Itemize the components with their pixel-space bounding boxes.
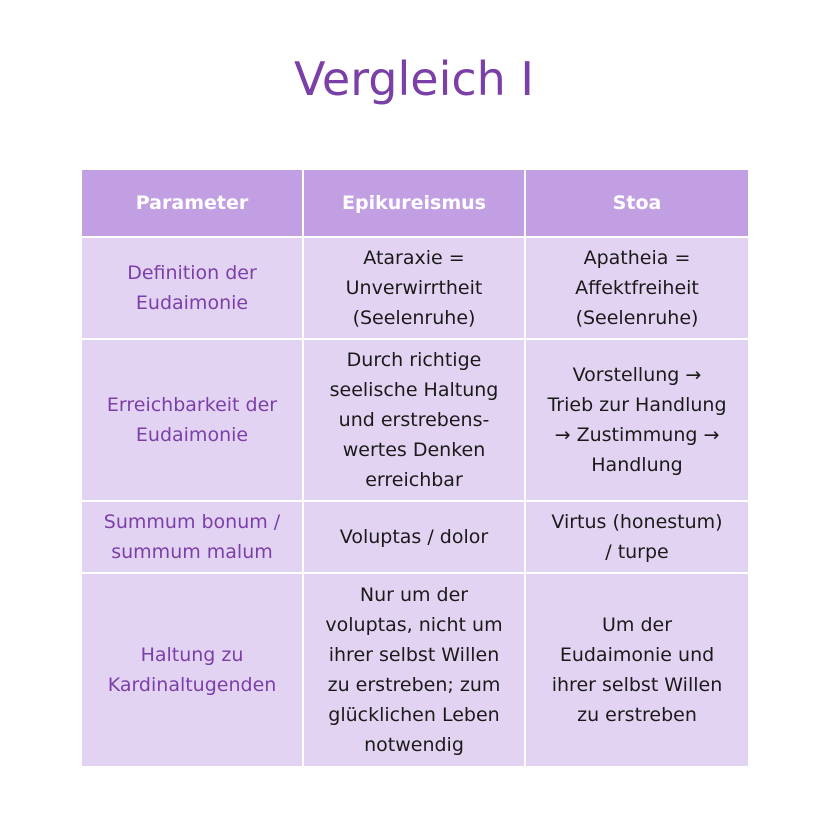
cell-line: ihrer selbst Willen bbox=[551, 674, 723, 696]
table-row bbox=[81, 237, 749, 339]
row-epikureismus bbox=[303, 339, 525, 501]
row-stoa bbox=[525, 339, 749, 501]
row-epikureismus bbox=[303, 501, 525, 573]
cell-line: → Zustimmung → bbox=[554, 424, 720, 446]
header-epikureismus: Epikureismus bbox=[303, 169, 525, 237]
row-parameter bbox=[81, 339, 303, 501]
table-row bbox=[81, 573, 749, 767]
cell-line: voluptas, nicht um bbox=[325, 614, 503, 636]
cell-line: Affektfreiheit bbox=[575, 277, 699, 299]
slide-title: Vergleich I bbox=[294, 52, 534, 106]
table-row bbox=[81, 501, 749, 573]
cell-line: wertes Denken bbox=[342, 439, 486, 461]
comparison-table bbox=[80, 168, 750, 768]
cell-line: und erstrebens- bbox=[338, 409, 490, 431]
cell-line: Um der bbox=[601, 614, 673, 636]
cell-line: / turpe bbox=[605, 541, 669, 563]
cell-line: (Seelenruhe) bbox=[352, 307, 476, 329]
header-parameter: Parameter bbox=[81, 169, 303, 237]
cell-line: Ataraxie = bbox=[363, 247, 465, 269]
cell-line: Eudaimonie und bbox=[559, 644, 715, 666]
row-parameter bbox=[81, 573, 303, 767]
cell-line: Summum bonum / bbox=[103, 511, 281, 533]
cell-line: zu erstreben bbox=[577, 704, 697, 726]
cell-line: (Seelenruhe) bbox=[575, 307, 699, 329]
row-epikureismus bbox=[303, 237, 525, 339]
table-header-row bbox=[81, 169, 749, 237]
cell-line: Eudaimonie bbox=[135, 292, 249, 314]
row-epikureismus bbox=[303, 573, 525, 767]
row-stoa bbox=[525, 237, 749, 339]
cell-line: Voluptas / dolor bbox=[339, 526, 489, 548]
cell-line: glücklichen Leben bbox=[328, 704, 500, 726]
row-parameter bbox=[81, 501, 303, 573]
cell-line: Nur um der bbox=[359, 584, 469, 606]
cell-line: Handlung bbox=[591, 454, 683, 476]
row-stoa bbox=[525, 573, 749, 767]
cell-line: Vorstellung → bbox=[572, 364, 702, 386]
cell-line: Erreichbarkeit der bbox=[106, 394, 278, 416]
cell-line: Apatheia = bbox=[583, 247, 691, 269]
cell-line: Unverwirrtheit bbox=[345, 277, 483, 299]
cell-line: erreichbar bbox=[365, 469, 463, 491]
cell-line: seelische Haltung bbox=[329, 379, 499, 401]
table-row bbox=[81, 339, 749, 501]
cell-line: summum malum bbox=[111, 541, 273, 563]
header-stoa: Stoa bbox=[525, 169, 749, 237]
row-parameter bbox=[81, 237, 303, 339]
cell-line: notwendig bbox=[364, 734, 464, 756]
cell-line: Trieb zur Handlung bbox=[547, 394, 727, 416]
row-stoa bbox=[525, 501, 749, 573]
cell-line: Durch richtige bbox=[346, 349, 482, 371]
cell-line: zu erstreben; zum bbox=[327, 674, 501, 696]
cell-line: Eudaimonie bbox=[135, 424, 249, 446]
cell-line: Virtus (honestum) bbox=[551, 511, 723, 533]
cell-line: Kardinaltugenden bbox=[107, 674, 277, 696]
cell-line: ihrer selbst Willen bbox=[328, 644, 500, 666]
cell-line: Definition der bbox=[127, 262, 257, 284]
cell-line: Haltung zu bbox=[140, 644, 244, 666]
